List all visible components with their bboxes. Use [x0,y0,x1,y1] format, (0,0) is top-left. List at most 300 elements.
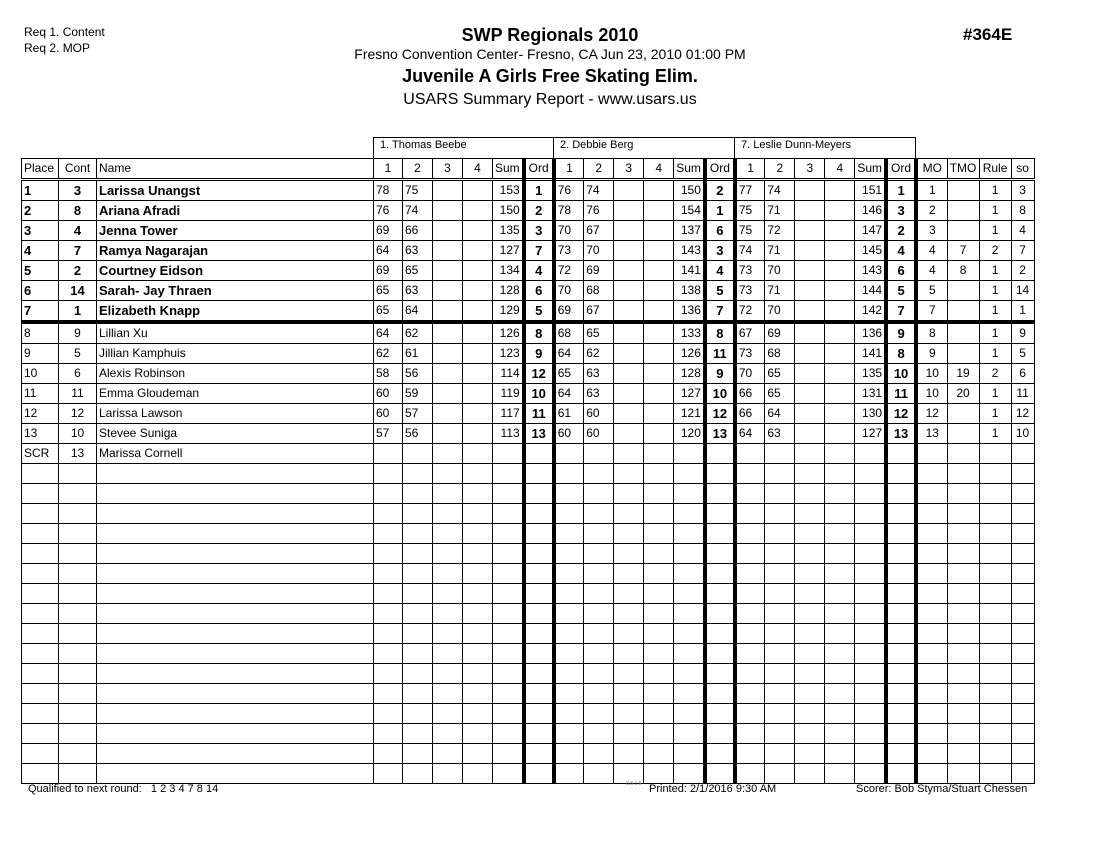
sum-cell: 146 [855,201,886,221]
empty-cell [795,704,825,724]
empty-cell [644,624,674,644]
scorer-credit: Scorer: Bob Styma/Stuart Chessen [856,783,1028,795]
empty-cell [1011,704,1034,724]
score-cell: 68 [584,281,614,301]
score-cell [644,344,674,364]
empty-cell [855,744,886,764]
cont-cell: 9 [59,322,97,344]
so-cell: 1 [1011,301,1034,323]
empty-cell [674,484,705,504]
empty-cell [1011,544,1034,564]
empty-cell [59,704,97,724]
place-cell: SCR [22,444,59,464]
empty-cell [554,484,584,504]
empty-cell [855,524,886,544]
empty-cell [705,664,735,684]
empty-cell [524,644,554,664]
ordinal-cell: 12 [886,404,916,424]
empty-cell [795,684,825,704]
score-cell: 71 [765,241,795,261]
empty-cell [644,484,674,504]
skater-name: Stevee Suniga [97,424,374,444]
skater-name: Marissa Cornell [97,444,374,464]
score-cell: 70 [554,281,584,301]
score-cell: 71 [765,201,795,221]
col-header-judge1-2: 2 [403,159,433,180]
ordinal-cell: 13 [886,424,916,444]
empty-cell [795,584,825,604]
empty-cell [97,704,374,724]
empty-cell [463,544,493,564]
ordinal-cell: 4 [524,261,554,281]
empty-cell [795,524,825,544]
score-cell: 70 [584,241,614,261]
score-cell [644,180,674,201]
col-header-judge2-sum: Sum [674,159,705,180]
cont-cell: 8 [59,201,97,221]
empty-cell [403,624,433,644]
empty-cell [674,464,705,484]
empty-cell [825,724,855,744]
score-cell [463,444,493,464]
place-cell: 11 [22,384,59,404]
score-cell [644,201,674,221]
empty-cell [22,644,59,664]
empty-cell [584,584,614,604]
score-cell [825,201,855,221]
score-cell: 71 [765,281,795,301]
ordinal-cell: 10 [886,364,916,384]
ordinal-cell: 7 [524,241,554,261]
empty-cell [374,724,403,744]
score-cell [825,404,855,424]
score-cell: 78 [374,180,403,201]
empty-cell [979,624,1011,644]
ordinal-cell: 11 [705,344,735,364]
ordinal-cell: 13 [705,424,735,444]
empty-cell [916,504,947,524]
score-cell: 74 [765,180,795,201]
score-cell [463,344,493,364]
empty-cell [614,604,644,624]
empty-cell [524,584,554,604]
empty-cell [374,644,403,664]
empty-cell [855,544,886,564]
so-cell: 9 [1011,322,1034,344]
empty-cell [22,464,59,484]
empty-cell [524,464,554,484]
empty-cell [855,764,886,784]
rule-cell: 1 [979,404,1011,424]
empty-cell [735,764,765,784]
table-row [22,221,1035,241]
score-cell [825,301,855,323]
score-cell [554,444,584,464]
score-cell [463,322,493,344]
col-header-judge2-3: 3 [614,159,644,180]
empty-cell [403,664,433,684]
empty-cell [403,724,433,744]
tmo-cell: 19 [947,364,979,384]
score-cell: 73 [735,344,765,364]
empty-cell [705,464,735,484]
place-cell: 2 [22,201,59,221]
empty-cell [674,764,705,784]
score-cell [463,404,493,424]
empty-cell [1011,484,1034,504]
empty-cell [916,764,947,784]
score-cell [374,444,403,464]
empty-cell [795,764,825,784]
empty-cell [59,684,97,704]
empty-cell [97,624,374,644]
score-cell: 57 [374,424,403,444]
so-cell: 4 [1011,221,1034,241]
empty-cell [524,484,554,504]
empty-cell [97,484,374,504]
empty-cell [674,524,705,544]
empty-cell [795,564,825,584]
score-cell: 62 [403,322,433,344]
score-cell: 75 [403,180,433,201]
empty-cell [765,764,795,784]
empty-cell [825,504,855,524]
score-cell: 65 [554,364,584,384]
place-cell: 10 [22,364,59,384]
empty-cell [1011,764,1034,784]
empty-cell [584,604,614,624]
empty-cell [1011,504,1034,524]
so-cell: 10 [1011,424,1034,444]
empty-cell [705,504,735,524]
empty-cell [493,464,524,484]
score-cell [644,261,674,281]
empty-cell [855,464,886,484]
score-cell [825,344,855,364]
empty-cell [403,564,433,584]
skater-name: Alexis Robinson [97,364,374,384]
so-cell [1011,444,1034,464]
empty-cell [374,544,403,564]
empty-cell [765,464,795,484]
empty-cell [1011,664,1034,684]
empty-cell [493,484,524,504]
tmo-cell [947,322,979,344]
empty-cell [97,464,374,484]
empty-cell [59,724,97,744]
empty-cell [614,744,644,764]
so-cell: 8 [1011,201,1034,221]
so-cell: 11 [1011,384,1034,404]
empty-cell [705,644,735,664]
empty-cell [916,744,947,764]
sum-cell: 113 [493,424,524,444]
score-cell [463,301,493,323]
empty-cell [463,684,493,704]
score-cell [433,180,463,201]
cont-cell: 1 [59,301,97,323]
score-cell [825,221,855,241]
empty-cell [433,764,463,784]
score-cell: 62 [374,344,403,364]
empty-cell [374,704,403,724]
col-header-place: Place [22,159,59,180]
empty-cell [584,684,614,704]
printed-timestamp: Printed: 2/1/2016 9:30 AM [649,783,777,795]
empty-cell [916,524,947,544]
sum-cell: 121 [674,404,705,424]
empty-cell [735,624,765,644]
sum-cell: 136 [674,301,705,323]
empty-cell [979,484,1011,504]
sum-cell: 154 [674,201,705,221]
score-cell [644,221,674,241]
score-cell [433,261,463,281]
score-cell [825,322,855,344]
empty-cell [825,544,855,564]
score-cell: 61 [554,404,584,424]
empty-cell [584,524,614,544]
empty-row [22,544,1035,564]
score-cell [614,180,644,201]
ordinal-cell: 7 [705,301,735,323]
score-cell [433,221,463,241]
empty-cell [463,484,493,504]
sum-cell: 126 [674,344,705,364]
event-title: Juvenile A Girls Free Skating Elim. [402,66,698,86]
score-cell [433,364,463,384]
empty-cell [463,464,493,484]
ordinal-cell: 9 [705,364,735,384]
empty-row [22,584,1035,604]
sum-cell [493,444,524,464]
score-cell: 76 [374,201,403,221]
ordinal-cell: 11 [886,384,916,404]
score-cell [614,344,644,364]
empty-cell [493,724,524,744]
requirement-1: Req 1. Content [24,25,105,39]
empty-cell [433,724,463,744]
empty-cell [59,624,97,644]
empty-cell [979,584,1011,604]
empty-cell [947,504,979,524]
empty-cell [97,524,374,544]
empty-cell [554,764,584,784]
empty-row [22,604,1035,624]
empty-cell [644,524,674,544]
empty-cell [644,744,674,764]
tmo-cell [947,444,979,464]
rule-cell: 2 [979,241,1011,261]
empty-cell [524,604,554,624]
empty-cell [524,744,554,764]
empty-cell [825,484,855,504]
score-cell [614,384,644,404]
empty-cell [886,664,916,684]
empty-cell [765,684,795,704]
empty-cell [403,684,433,704]
score-cell: 62 [584,344,614,364]
empty-cell [947,704,979,724]
judge-3-header: 7. Leslie Dunn-Meyers [734,137,916,158]
empty-cell [916,724,947,744]
score-cell [644,322,674,344]
empty-cell [554,724,584,744]
empty-cell [524,564,554,584]
ordinal-cell: 2 [886,221,916,241]
sum-cell: 117 [493,404,524,424]
score-cell: 76 [554,180,584,201]
score-cell [463,424,493,444]
empty-cell [374,604,403,624]
empty-cell [825,684,855,704]
empty-cell [614,524,644,544]
col-header-judge1-ord: Ord [524,159,554,180]
empty-cell [1011,624,1034,644]
empty-cell [674,604,705,624]
empty-cell [584,564,614,584]
empty-cell [584,664,614,684]
mo-cell: 8 [916,322,947,344]
table-row [22,241,1035,261]
empty-cell [433,464,463,484]
qualified-label: Qualified to next round: [28,783,142,795]
score-cell: 76 [584,201,614,221]
empty-row [22,704,1035,724]
empty-cell [463,724,493,744]
empty-cell [22,704,59,724]
empty-cell [433,744,463,764]
empty-cell [644,664,674,684]
empty-cell [584,724,614,744]
empty-cell [979,504,1011,524]
rule-cell: 1 [979,301,1011,323]
empty-cell [947,624,979,644]
score-cell: 66 [735,384,765,404]
empty-cell [795,664,825,684]
sum-cell: 142 [855,301,886,323]
rule-cell: 1 [979,221,1011,241]
empty-cell [403,764,433,784]
empty-cell [22,744,59,764]
score-cell: 57 [403,404,433,424]
table-row [22,444,1035,464]
score-cell [463,261,493,281]
empty-row [22,564,1035,584]
col-header-judge2-1: 1 [554,159,584,180]
ordinal-cell: 13 [524,424,554,444]
empty-cell [916,684,947,704]
score-cell [644,404,674,424]
empty-cell [855,644,886,664]
empty-cell [584,764,614,784]
empty-cell [493,684,524,704]
empty-cell [735,584,765,604]
empty-cell [765,644,795,664]
empty-cell [735,664,765,684]
empty-cell [825,664,855,684]
score-cell [644,444,674,464]
empty-cell [855,704,886,724]
empty-cell [403,504,433,524]
score-cell: 65 [765,364,795,384]
empty-cell [374,504,403,524]
rule-cell: 1 [979,201,1011,221]
score-cell [825,241,855,261]
empty-cell [855,504,886,524]
skater-name: Elizabeth Knapp [97,301,374,323]
empty-cell [644,684,674,704]
score-cell [825,364,855,384]
empty-cell [614,544,644,564]
score-cell [433,301,463,323]
empty-cell [493,704,524,724]
skater-name: Courtney Eidson [97,261,374,281]
empty-cell [735,604,765,624]
empty-cell [886,504,916,524]
empty-cell [59,484,97,504]
empty-cell [644,504,674,524]
empty-cell [433,624,463,644]
so-cell: 7 [1011,241,1034,261]
col-header-judge1-1: 1 [374,159,403,180]
empty-row [22,644,1035,664]
empty-cell [614,484,644,504]
rule-cell: 1 [979,344,1011,364]
col-header-name: Name [97,159,374,180]
empty-cell [735,524,765,544]
table-row [22,404,1035,424]
empty-cell [403,644,433,664]
empty-cell [886,704,916,724]
ordinal-cell: 8 [524,322,554,344]
ordinal-cell: 6 [705,221,735,241]
empty-row [22,664,1035,684]
empty-cell [22,564,59,584]
empty-cell [735,504,765,524]
empty-cell [59,524,97,544]
empty-cell [855,724,886,744]
score-cell: 69 [374,221,403,241]
empty-cell [979,544,1011,564]
col-header-judge3-1: 1 [735,159,765,180]
score-cell [463,221,493,241]
tmo-cell: 8 [947,261,979,281]
empty-cell [554,524,584,544]
score-cell: 77 [735,180,765,201]
score-cell [433,404,463,424]
score-cell [433,322,463,344]
mo-cell: 7 [916,301,947,323]
empty-cell [795,484,825,504]
empty-cell [705,744,735,764]
empty-cell [916,604,947,624]
score-cell [795,424,825,444]
empty-cell [765,584,795,604]
empty-cell [433,584,463,604]
empty-cell [463,764,493,784]
col-header-tmo: TMO [947,159,979,180]
score-cell: 56 [403,364,433,384]
cont-cell: 11 [59,384,97,404]
empty-cell [674,584,705,604]
empty-cell [374,464,403,484]
so-cell: 12 [1011,404,1034,424]
empty-cell [524,724,554,744]
col-header-judge3-sum: Sum [855,159,886,180]
score-cell [795,180,825,201]
score-cell [463,201,493,221]
